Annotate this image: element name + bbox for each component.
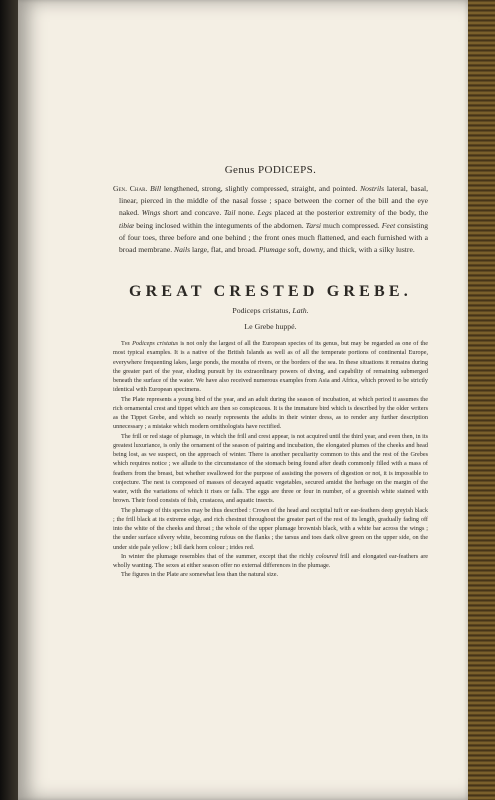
character-text: large, flat, and broad.: [190, 245, 259, 255]
character-text: much compressed.: [321, 220, 382, 230]
french-name: Le Grebe huppé.: [244, 322, 297, 331]
book-spine-shadow: [0, 0, 18, 800]
generic-characters: [113, 183, 428, 256]
genus-heading: Genus PODICEPS.: [224, 164, 317, 176]
character-term: Bill: [150, 184, 162, 193]
latin-name-line: [113, 306, 428, 315]
character-term: Nostrils: [360, 184, 385, 193]
character-text: none.: [235, 208, 258, 218]
paragraph-5-text-a: In winter the plumage resembles that of the summer, except that the richly: [121, 552, 316, 560]
character-term: Nails: [174, 245, 191, 255]
generic-characters-label: Gen. Char.: [113, 184, 148, 193]
paragraph-1-text: is not only the largest of all the European species of its genus, but may be regarded as one of the most typical examples. It is a native of the British Islands as well as of all the temperate portions of continental Europe, everywhere frequenting lakes, large ponds, the mouths of rivers, or the borders of the sea. In these situations it remains during the greater part of the year, eluding pursuit by its extraordinary powers of diving, and capability of remaining submerged beneath the surface of the water. We have also received numerous examples from Asia and Africa, which proved to be strictly identical with European specimens.: [113, 340, 429, 394]
generic-characters-text: [119, 184, 428, 254]
character-text: consisting of four toes, three before and one behind ; the front ones much flattened, and each furnished with a broad membrane.: [119, 220, 429, 255]
character-text: lateral, basal, linear, pierced in the middle of the nasal fosse ; space between the corner of the bill and the eye naked.: [119, 184, 429, 218]
latin-name: Podiceps cristatus,: [232, 306, 291, 315]
character-term: Plumage: [258, 245, 286, 255]
character-term: tibiæ: [119, 220, 135, 230]
character-text: placed at the posterior extremity of the body, the: [271, 208, 428, 218]
species-title: GREAT CRESTED GREBE.: [128, 283, 412, 300]
character-term: Feet: [381, 220, 396, 230]
paragraph-3: The frill or red stage of plumage, in which the frill and crest appear, is not acquired until the third year, and even then, in its greatest luxuriance, is only the ornament of the season of pairing and incubation, the elongated plumes of the cheeks and head being lost, as we suspect, on the approach of winter. There is another peculiarity common to this and the rest of the Grebes which requires notice ; we allude to the circumstance of the stomach being found after death commonly filled with a mass of feathers from the breast, but whether swallowed for the purpose of assisting the powers of digestion or not, it is impossible to conjecture. The nest is composed of masses of decayed aquatic vegetables, secured amidst the herbage on the margin of the water, with the variations of which it rises or falls. The eggs are three or four in number, of a greenish white stained with brown. Their food consists of fish, crustacea, and aquatic insects.: [113, 432, 428, 505]
book-page: [18, 0, 470, 800]
character-term: Wings: [141, 208, 161, 218]
paragraph-2: The Plate represents a young bird of the year, and an adult during the season of incubation, at which period it assumes the rich ornamental crest and tippet which are then so conspicuous. It is the immature bird which is described by the older writers as the Tippet Grebe, and which so nearly represents the adults in their winter dress, as to render any further description unnecessary ; a mistake which modern ornithologists have rectified.: [113, 395, 428, 431]
character-text: short and concave.: [160, 208, 224, 218]
character-text: being inclosed within the integuments of the abdomen.: [134, 220, 306, 230]
paragraph-1: [113, 339, 428, 395]
latin-authority: Lath.: [292, 306, 309, 315]
character-term: Tail: [223, 208, 236, 218]
page-edges-gilt: [468, 0, 495, 800]
character-text: soft, downy, and thick, with a silky lustre.: [285, 245, 415, 255]
paragraph-lead-word: The: [121, 340, 131, 347]
species-name-italic: Podiceps cristatus: [132, 340, 179, 347]
character-text: lengthened, strong, slightly compressed, straight, and pointed.: [161, 184, 361, 193]
paragraph-5-text-b: frill and elongated ear-feathers are wholly wanting. The sexes at either season offer no external differences in the plumage.: [113, 552, 428, 569]
species-description: [113, 339, 428, 580]
paragraph-5: [113, 552, 428, 571]
character-term: Tarsi: [305, 220, 322, 230]
paragraph-6: The figures in the Plate are somewhat less than the natural size.: [121, 571, 279, 579]
paragraph-5-italic: coloured: [315, 552, 338, 560]
character-term: Legs: [257, 208, 272, 218]
paragraph-4: The plumage of this species may be thus described : Crown of the head and occipital tuft or ear-feathers deep greyish black ; the frill black at its extreme edge, and rich chestnut throughout the greater part of the rest of its length, gradually fading off into the white of the cheeks and throat ; the whole of the upper plumage brownish black, with a white bar across the wings ; the under surface silvery white, becoming rufous on the flanks ; the tarsus and toes dark olive green on the upper side, on the under side pale yellow ; bill dark horn colour ; irides red.: [113, 506, 428, 551]
